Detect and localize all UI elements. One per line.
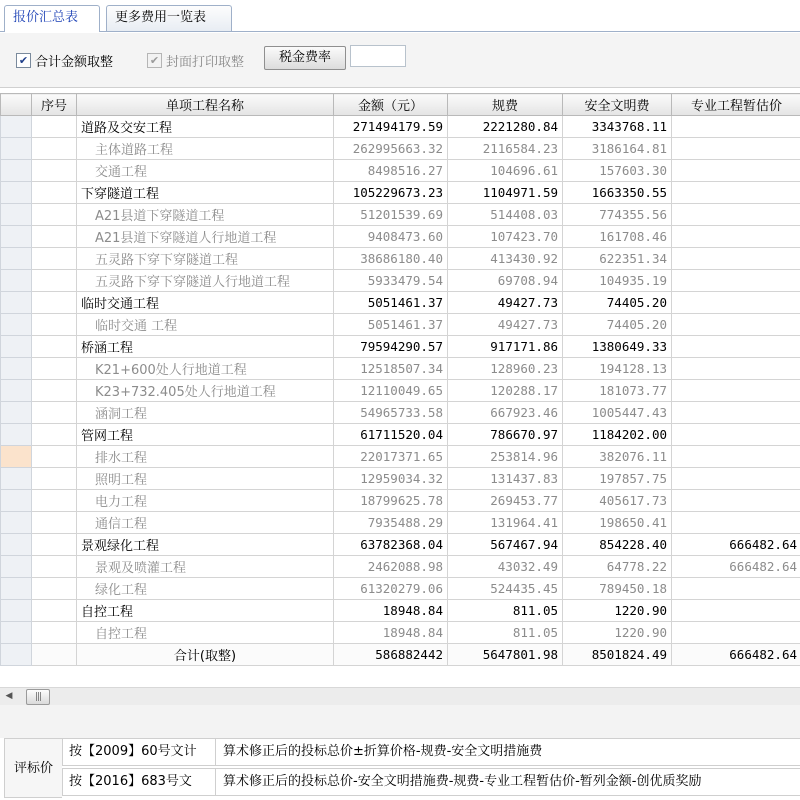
cover-print-checkbox [147, 51, 244, 69]
total-round-checkbox[interactable] [16, 51, 113, 69]
cell-fee[interactable]: 131964.41 [448, 512, 563, 534]
row-indicator[interactable] [1, 270, 32, 292]
cell-seq[interactable] [32, 556, 77, 578]
tax-rate-button[interactable]: 税金费率 [264, 46, 346, 70]
cell-seq[interactable] [32, 314, 77, 336]
table-row[interactable] [1, 138, 800, 160]
cell-fee[interactable]: 524435.45 [448, 578, 563, 600]
cell-name[interactable]: 交通工程 [77, 160, 334, 182]
evaluation-rule: 按【2009】60号文计 [63, 739, 216, 765]
cell-name[interactable]: 五灵路下穿下穿隧道工程 [77, 248, 334, 270]
cell-provisional[interactable] [672, 424, 800, 446]
cell-seq[interactable] [32, 292, 77, 314]
cell-fee[interactable]: 1104971.59 [448, 182, 563, 204]
cell-amount[interactable]: 12518507.34 [334, 358, 448, 380]
table-header-row [1, 94, 800, 116]
cell-amount[interactable]: 51201539.69 [334, 204, 448, 226]
cell-safety[interactable]: 161708.46 [563, 226, 672, 248]
row-indicator[interactable] [1, 336, 32, 358]
cell-provisional[interactable] [672, 248, 800, 270]
cell-provisional[interactable] [672, 512, 800, 534]
table-row[interactable] [1, 380, 800, 402]
row-indicator[interactable] [1, 468, 32, 490]
tab-bar [0, 0, 800, 33]
cell-seq[interactable] [32, 512, 77, 534]
cell-fee[interactable]: 49427.73 [448, 314, 563, 336]
row-indicator[interactable] [1, 644, 32, 666]
row-indicator[interactable] [1, 226, 32, 248]
cell-seq[interactable] [32, 116, 77, 138]
cell-provisional[interactable] [672, 380, 800, 402]
cell-name[interactable]: K23+732.405处人行地道工程 [77, 380, 334, 402]
cell-amount[interactable]: 105229673.23 [334, 182, 448, 204]
table-row[interactable] [1, 424, 800, 446]
total-row[interactable] [1, 644, 800, 666]
cell-seq[interactable] [32, 578, 77, 600]
row-indicator[interactable] [1, 380, 32, 402]
table-row[interactable] [1, 204, 800, 226]
cell-amount[interactable]: 9408473.60 [334, 226, 448, 248]
cell-fee[interactable]: 2221280.84 [448, 116, 563, 138]
cell-seq[interactable] [32, 446, 77, 468]
cell-safety[interactable]: 1220.90 [563, 622, 672, 644]
cell-amount[interactable]: 262995663.32 [334, 138, 448, 160]
column-header-seq[interactable]: 序号 [32, 94, 77, 116]
table-row[interactable] [1, 226, 800, 248]
cell-name[interactable]: 景观绿化工程 [77, 534, 334, 556]
checkmark-icon: ✔ [16, 53, 31, 68]
cell-provisional[interactable] [672, 446, 800, 468]
cell-safety[interactable]: 64778.22 [563, 556, 672, 578]
cell-name[interactable]: A21县道下穿隧道工程 [77, 204, 334, 226]
row-indicator[interactable] [1, 512, 32, 534]
cell-fee[interactable]: 253814.96 [448, 446, 563, 468]
row-indicator[interactable] [1, 600, 32, 622]
summary-table [0, 93, 800, 666]
evaluation-panel [0, 738, 800, 800]
table-row[interactable] [1, 182, 800, 204]
cell-amount[interactable]: 12110049.65 [334, 380, 448, 402]
cell-name[interactable]: A21县道下穿隧道人行地道工程 [77, 226, 334, 248]
cell-fee[interactable]: 131437.83 [448, 468, 563, 490]
table-row[interactable] [1, 622, 800, 644]
row-indicator[interactable] [1, 578, 32, 600]
table-row[interactable] [1, 512, 800, 534]
cell-safety[interactable]: 74405.20 [563, 292, 672, 314]
cell-fee[interactable]: 413430.92 [448, 248, 563, 270]
cell-fee[interactable]: 811.05 [448, 622, 563, 644]
cell-name[interactable]: 通信工程 [77, 512, 334, 534]
cell-amount[interactable]: 5933479.54 [334, 270, 448, 292]
cell-safety[interactable]: 157603.30 [563, 160, 672, 182]
cell-safety[interactable]: 1380649.33 [563, 336, 672, 358]
column-header-amount[interactable]: 金额（元） [334, 94, 448, 116]
row-indicator[interactable] [1, 292, 32, 314]
cell-name[interactable]: 主体道路工程 [77, 138, 334, 160]
evaluation-formula: 算术修正后的投标总价-安全文明措施费-规费-专业工程暂估价-暂列金额-创优质奖励 [223, 774, 702, 789]
cell-seq[interactable] [32, 160, 77, 182]
cell-safety[interactable]: 622351.34 [563, 248, 672, 270]
row-indicator[interactable] [1, 248, 32, 270]
row-indicator[interactable] [1, 424, 32, 446]
total-fee: 5647801.98 [448, 644, 563, 666]
cell-seq[interactable] [32, 182, 77, 204]
cell-fee[interactable]: 128960.23 [448, 358, 563, 380]
evaluation-formula: 算术修正后的投标总价±折算价格-规费-安全文明措施费 [223, 744, 543, 759]
cell-fee[interactable]: 104696.61 [448, 160, 563, 182]
cell-name[interactable]: 照明工程 [77, 468, 334, 490]
cell-name[interactable]: 五灵路下穿下穿隧道人行地道工程 [77, 270, 334, 292]
cell-provisional[interactable] [672, 358, 800, 380]
cell-provisional[interactable]: 666482.64 [672, 534, 800, 556]
cell-provisional[interactable] [672, 600, 800, 622]
cell-provisional[interactable] [672, 160, 800, 182]
tab-quote-summary[interactable]: 报价汇总表 [4, 5, 100, 32]
cell-seq[interactable] [32, 336, 77, 358]
cell-name[interactable]: 下穿隧道工程 [77, 182, 334, 204]
cell-safety[interactable]: 104935.19 [563, 270, 672, 292]
table-row[interactable] [1, 402, 800, 424]
table-row[interactable] [1, 116, 800, 138]
cell-amount[interactable]: 2462088.98 [334, 556, 448, 578]
cell-amount[interactable]: 7935488.29 [334, 512, 448, 534]
cell-provisional[interactable] [672, 116, 800, 138]
cell-amount[interactable]: 38686180.40 [334, 248, 448, 270]
total-round-label: 合计金额取整 [35, 54, 114, 70]
cell-fee[interactable]: 667923.46 [448, 402, 563, 424]
cell-name[interactable]: 绿化工程 [77, 578, 334, 600]
cell-seq[interactable] [32, 248, 77, 270]
tab-bar-baseline [0, 31, 800, 32]
quote-summary-grid[interactable] [0, 93, 800, 687]
cell-amount[interactable]: 5051461.37 [334, 314, 448, 336]
cell-seq[interactable] [32, 358, 77, 380]
cell-safety[interactable]: 789450.18 [563, 578, 672, 600]
cell-seq[interactable] [32, 622, 77, 644]
scroll-left-icon[interactable]: ◀ [5, 691, 13, 701]
cell-safety[interactable]: 181073.77 [563, 380, 672, 402]
cell-name[interactable]: 自控工程 [77, 622, 334, 644]
cell-name[interactable]: 桥涵工程 [77, 336, 334, 358]
cell-fee[interactable]: 514408.03 [448, 204, 563, 226]
cell-name[interactable]: 道路及交安工程 [77, 116, 334, 138]
evaluation-label: 评标价 [4, 738, 62, 798]
cell-fee[interactable]: 107423.70 [448, 226, 563, 248]
tab-more-fees[interactable]: 更多费用一览表 [106, 5, 232, 31]
cell-seq [32, 644, 77, 666]
table-row[interactable] [1, 292, 800, 314]
cell-seq[interactable] [32, 534, 77, 556]
cell-amount[interactable]: 63782368.04 [334, 534, 448, 556]
cell-provisional[interactable] [672, 402, 800, 424]
cell-provisional[interactable] [672, 182, 800, 204]
cell-amount[interactable]: 12959034.32 [334, 468, 448, 490]
cell-amount[interactable]: 5051461.37 [334, 292, 448, 314]
row-indicator[interactable] [1, 138, 32, 160]
cell-fee[interactable]: 786670.97 [448, 424, 563, 446]
cell-fee[interactable]: 69708.94 [448, 270, 563, 292]
cell-safety[interactable]: 1220.90 [563, 600, 672, 622]
cell-safety[interactable]: 854228.40 [563, 534, 672, 556]
cell-name[interactable]: K21+600处人行地道工程 [77, 358, 334, 380]
cell-fee[interactable]: 567467.94 [448, 534, 563, 556]
checkmark-icon: ✔ [147, 53, 162, 68]
cell-name[interactable]: 自控工程 [77, 600, 334, 622]
cell-amount[interactable]: 79594290.57 [334, 336, 448, 358]
cell-amount[interactable]: 8498516.27 [334, 160, 448, 182]
table-row[interactable] [1, 314, 800, 336]
cell-safety[interactable]: 1663350.55 [563, 182, 672, 204]
row-indicator[interactable] [1, 204, 32, 226]
row-indicator[interactable] [1, 490, 32, 512]
cell-seq[interactable] [32, 424, 77, 446]
horizontal-scrollbar[interactable] [0, 687, 800, 705]
total-amount: 586882442 [334, 644, 448, 666]
evaluation-row[interactable] [62, 738, 800, 766]
cell-provisional[interactable] [672, 226, 800, 248]
cell-provisional[interactable] [672, 204, 800, 226]
cell-provisional[interactable] [672, 468, 800, 490]
cell-safety[interactable]: 194128.13 [563, 358, 672, 380]
cell-seq[interactable] [32, 600, 77, 622]
row-indicator[interactable] [1, 358, 32, 380]
cell-name[interactable]: 临时交通工程 [77, 292, 334, 314]
column-header-safety[interactable]: 安全文明费 [563, 94, 672, 116]
toolbar [0, 33, 800, 88]
cell-fee[interactable]: 811.05 [448, 600, 563, 622]
row-indicator[interactable] [1, 314, 32, 336]
table-row[interactable] [1, 270, 800, 292]
cell-provisional[interactable] [672, 622, 800, 644]
cell-provisional[interactable] [672, 292, 800, 314]
total-label: 合计(取整) [77, 644, 334, 666]
cell-safety[interactable]: 1005447.43 [563, 402, 672, 424]
cell-amount[interactable]: 61320279.06 [334, 578, 448, 600]
cell-fee[interactable]: 269453.77 [448, 490, 563, 512]
cell-provisional[interactable] [672, 490, 800, 512]
cell-safety[interactable]: 774355.56 [563, 204, 672, 226]
cell-fee[interactable]: 49427.73 [448, 292, 563, 314]
cell-safety[interactable]: 198650.41 [563, 512, 672, 534]
row-indicator[interactable] [1, 160, 32, 182]
panel-spacer [0, 705, 800, 738]
cell-safety[interactable]: 1184202.00 [563, 424, 672, 446]
cell-safety[interactable]: 3186164.81 [563, 138, 672, 160]
row-indicator[interactable] [1, 116, 32, 138]
cell-name[interactable]: 涵洞工程 [77, 402, 334, 424]
cell-provisional[interactable] [672, 138, 800, 160]
cell-name[interactable]: 电力工程 [77, 490, 334, 512]
cell-name[interactable]: 临时交通 工程 [77, 314, 334, 336]
cell-amount[interactable]: 18948.84 [334, 600, 448, 622]
table-row[interactable] [1, 446, 800, 468]
cell-seq[interactable] [32, 270, 77, 292]
cell-seq[interactable] [32, 402, 77, 424]
cell-safety[interactable]: 405617.73 [563, 490, 672, 512]
cell-fee[interactable]: 917171.86 [448, 336, 563, 358]
cell-seq[interactable] [32, 490, 77, 512]
cell-name[interactable]: 排水工程 [77, 446, 334, 468]
cell-safety[interactable]: 382076.11 [563, 446, 672, 468]
scrollbar-thumb[interactable]: ||| [26, 689, 50, 705]
table-row[interactable] [1, 336, 800, 358]
table-row[interactable] [1, 578, 800, 600]
cover-print-label: 封面打印取整 [166, 54, 245, 70]
row-indicator[interactable] [1, 534, 32, 556]
column-header-name[interactable]: 单项工程名称 [77, 94, 334, 116]
row-indicator[interactable] [1, 182, 32, 204]
table-row[interactable] [1, 600, 800, 622]
evaluation-row[interactable] [62, 768, 800, 796]
cell-amount[interactable]: 18948.84 [334, 622, 448, 644]
row-indicator[interactable] [1, 556, 32, 578]
cell-amount[interactable]: 61711520.04 [334, 424, 448, 446]
table-row[interactable] [1, 534, 800, 556]
cell-safety[interactable]: 197857.75 [563, 468, 672, 490]
row-indicator[interactable] [1, 446, 32, 468]
table-row[interactable] [1, 468, 800, 490]
cell-amount[interactable]: 54965733.58 [334, 402, 448, 424]
cell-seq[interactable] [32, 204, 77, 226]
cell-seq[interactable] [32, 226, 77, 248]
cell-name[interactable]: 管网工程 [77, 424, 334, 446]
cell-amount[interactable]: 18799625.78 [334, 490, 448, 512]
row-indicator-header [1, 94, 32, 116]
cell-seq[interactable] [32, 138, 77, 160]
cell-name[interactable]: 景观及喷灌工程 [77, 556, 334, 578]
table-row[interactable] [1, 358, 800, 380]
tax-rate-field[interactable] [350, 45, 406, 67]
cell-provisional[interactable]: 666482.64 [672, 556, 800, 578]
total-provisional: 666482.64 [672, 644, 800, 666]
cell-amount[interactable]: 271494179.59 [334, 116, 448, 138]
total-safety: 8501824.49 [563, 644, 672, 666]
evaluation-rule: 按【2016】683号文 [63, 769, 216, 795]
cell-fee[interactable]: 43032.49 [448, 556, 563, 578]
cell-fee[interactable]: 120288.17 [448, 380, 563, 402]
table-row[interactable] [1, 160, 800, 182]
cell-provisional[interactable] [672, 270, 800, 292]
cell-provisional[interactable] [672, 336, 800, 358]
row-indicator[interactable] [1, 402, 32, 424]
column-header-fee[interactable]: 规费 [448, 94, 563, 116]
cell-safety[interactable]: 74405.20 [563, 314, 672, 336]
cell-provisional[interactable] [672, 578, 800, 600]
column-header-provisional[interactable]: 专业工程暂估价 [672, 94, 800, 116]
cell-safety[interactable]: 3343768.11 [563, 116, 672, 138]
cell-seq[interactable] [32, 380, 77, 402]
cell-fee[interactable]: 2116584.23 [448, 138, 563, 160]
table-row[interactable] [1, 556, 800, 578]
cell-amount[interactable]: 22017371.65 [334, 446, 448, 468]
cell-provisional[interactable] [672, 314, 800, 336]
table-row[interactable] [1, 490, 800, 512]
cell-seq[interactable] [32, 468, 77, 490]
table-row[interactable] [1, 248, 800, 270]
row-indicator[interactable] [1, 622, 32, 644]
